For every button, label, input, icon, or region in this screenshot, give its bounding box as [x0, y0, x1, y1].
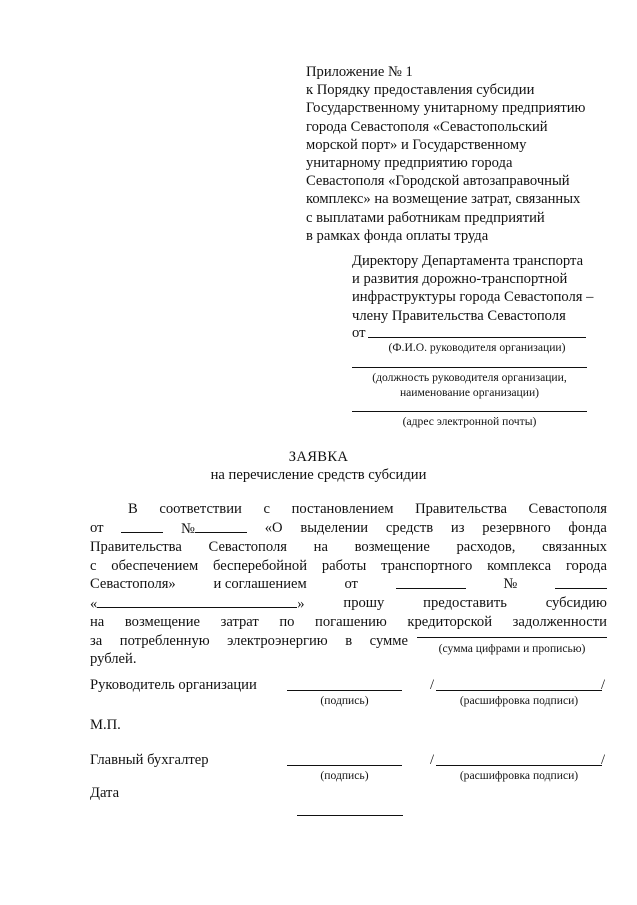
sum-field[interactable]	[417, 637, 607, 638]
from-label: от	[352, 325, 366, 341]
position-caption: наименование организации)	[399, 386, 540, 399]
appendix-line: с выплатами работникам предприятий	[306, 209, 545, 226]
accountant-label: Главный бухгалтер	[90, 752, 209, 768]
fio-field[interactable]	[368, 337, 586, 338]
addressee-line: инфраструктуры города Севастополя –	[352, 289, 594, 306]
position-field[interactable]	[352, 367, 587, 368]
appendix-line: Севастополя «Городской автозаправочный	[306, 173, 570, 190]
head-slash-left: /	[430, 677, 435, 693]
head-slash-right: /	[601, 677, 606, 693]
body-line: за потребленную электроэнергию в сумме	[90, 632, 408, 649]
accountant-decode-field[interactable]	[436, 765, 602, 766]
appendix-line: Государственному унитарному предприятию	[306, 100, 586, 117]
head-decode-caption: (расшифровка подписи)	[459, 694, 579, 707]
addressee-line: и развития дорожно-транспортной	[352, 271, 568, 288]
addressee-line: члену Правительства Севастополя	[352, 307, 566, 324]
email-field[interactable]	[352, 411, 587, 412]
stamp-label: М.П.	[90, 717, 121, 733]
document-title: ЗАЯВКА	[288, 449, 349, 465]
appendix-line: комплекс» на возмещение затрат, связанных	[306, 191, 581, 208]
head-decode-field[interactable]	[436, 690, 602, 691]
body-line: на возмещение затрат по погашению кредиторской задолженности	[90, 614, 607, 630]
resolution-number-field[interactable]	[195, 519, 247, 533]
head-label: Руководитель организации	[90, 677, 257, 693]
addressee-block	[352, 252, 593, 325]
position-caption: (должность руководителя организации,	[372, 371, 567, 384]
document-subtitle: на перечисление средств субсидии	[210, 467, 427, 483]
agreement-date-field[interactable]	[396, 575, 466, 589]
accountant-signature-field[interactable]	[287, 765, 402, 766]
body-line: рублей.	[90, 651, 137, 667]
appendix-line: морской порт» и Государственному	[306, 136, 527, 153]
appendix-block	[306, 63, 585, 245]
accountant-signature-caption: (подпись)	[320, 769, 369, 782]
date-label: Дата	[90, 785, 120, 801]
email-caption: (адрес электронной почты)	[402, 415, 537, 428]
accountant-slash-left: /	[430, 752, 435, 768]
resolution-date-field[interactable]	[121, 519, 163, 533]
head-signature-caption: (подпись)	[320, 694, 369, 707]
date-field[interactable]	[297, 815, 403, 816]
body-line: от № «О выделении средств из резервного фонда	[90, 519, 607, 537]
appendix-line: унитарному предприятию города	[306, 155, 513, 172]
appendix-line: города Севастополя «Севастопольский	[306, 118, 548, 135]
appendix-line: Приложение № 1	[306, 64, 413, 80]
addressee-line: Директору Департамента транспорта	[352, 253, 584, 269]
body-line: Севастополя» и соглашением от №	[90, 575, 607, 594]
agreement-day-field[interactable]	[97, 594, 297, 608]
agreement-number-field[interactable]	[555, 575, 607, 589]
body-line: с обеспечением бесперебойной работы транспортного комплекса города	[90, 557, 607, 574]
fio-caption: (Ф.И.О. руководителя организации)	[388, 341, 566, 354]
appendix-line: в рамках фонда оплаты труда	[306, 227, 489, 244]
body-line: « » прошу предоставить субсидию	[90, 594, 607, 612]
accountant-decode-caption: (расшифровка подписи)	[459, 769, 579, 782]
sum-caption: (сумма цифрами и прописью)	[438, 642, 586, 655]
accountant-slash-right: /	[601, 752, 606, 768]
body-line: В соответствии с постановлением Правительства Севастополя	[128, 501, 607, 517]
appendix-line: к Порядку предоставления субсидии	[306, 82, 535, 99]
head-signature-field[interactable]	[287, 690, 402, 691]
body-line: Правительства Севастополя на возмещение расходов, связанных	[90, 539, 607, 555]
